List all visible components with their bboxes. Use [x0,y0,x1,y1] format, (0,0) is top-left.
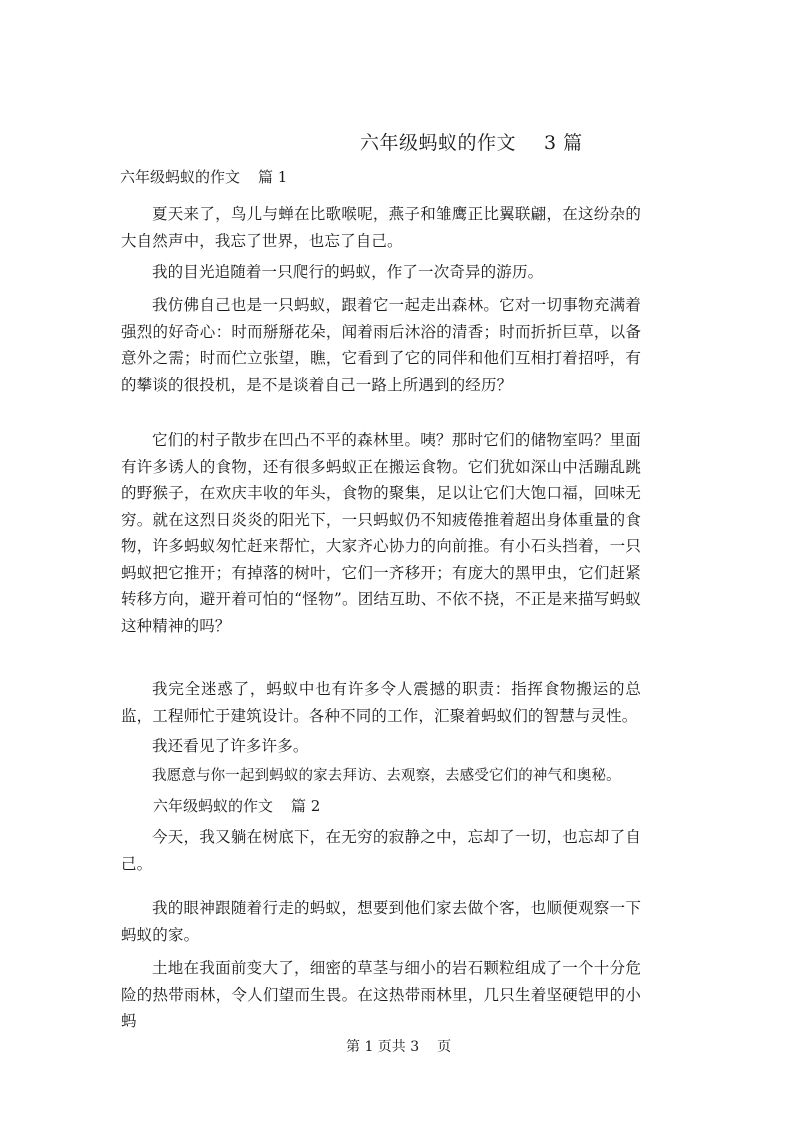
paragraph-1: 夏天来了，鸟儿与蝉在比歌喉呢，燕子和雏鹰正比翼联翩，在这纷杂的大自然声中，我忘了世界，也忘了自己。 [121,205,641,250]
footer-page-unit: 页 [437,1039,452,1055]
section-1-number: 篇 1 [258,168,288,186]
section-1-heading [120,166,287,187]
section-2-title: 六年级蚂蚁的作文 [153,797,274,815]
footer-page-number: 第 1 页共 3 [346,1039,420,1055]
paragraph-8: 今天，我又躺在树底下，在无穷的寂静之中，忘却了一切，也忘却了自己。 [121,828,641,873]
section-1-title: 六年级蚂蚁的作文 [120,168,241,186]
paragraph-4: 它们的村子散步在凹凸不平的森林里。咦？那时它们的储物室吗？里面有许多诱人的食物，还有很多蚂蚁正在搬运食物。它们犹如深山中活蹦乱跳的野猴子，在欢庆丰收的年头，食物的聚集，足以让它们大饱口福，回味无穷。就在这烈日炎炎的阳光下，一只蚂蚁仍不知疲倦推着超出身体重量的食物，许多蚂蚁匆忙赶来帮忙，大家齐心协力的向前推。有小石头挡着，一只蚂蚁把它推开；有掉落的树叶，它们一齐移开；有庞大的黑甲虫，它们赶紧转移方向，避开着可怕的“怪物”。团结互助、不依不挠，不正是来描写蚂蚁这种精神的吗？ [121,431,641,635]
title-main: 六年级蚂蚁的作文 [360,132,517,154]
paragraph-3: 我仿佛自己也是一只蚂蚁，跟着它一起走出森林。它对一切事物充满着强烈的好奇心：时而掰掰花朵，闻着雨后沐浴的清香；时而折折巨草，以备意外之需；时而伫立张望，瞧，它看到了它的同伴和他们互相打着招呼，有的攀谈的很投机，是不是谈着自己一路上所遇到的经历？ [121,296,641,394]
paragraph-6: 我还看见了许多许多。 [152,737,309,755]
paragraph-7: 我愿意与你一起到蚂蚁的家去拜访、去观察，去感受它们的神气和奥秘。 [152,768,621,784]
paragraph-2: 我的目光追随着一只爬行的蚂蚁，作了一次奇异的游历。 [152,263,544,281]
section-2-number: 篇 2 [291,797,321,815]
paragraph-9: 我的眼神跟随着行走的蚂蚁，想要到他们家去做个客，也顺便观察一下蚂蚁的家。 [121,899,641,944]
page-footer [346,1036,451,1056]
paragraph-5: 我完全迷惑了，蚂蚁中也有许多令人震撼的职责：指挥食物搬运的总监，工程师忙于建筑设计。各种不同的工作，汇聚着蚂蚁们的智慧与灵性。 [121,680,641,725]
section-2-heading [153,795,320,816]
document-title [360,128,583,155]
paragraph-10: 土地在我面前变大了，细密的草茎与细小的岩石颗粒组成了一个十分危险的热带雨林，令人们望而生畏。在这热带雨林里，几只生着坚硬铠甲的小蚂 [121,959,641,1030]
title-count: 3 篇 [544,132,583,154]
